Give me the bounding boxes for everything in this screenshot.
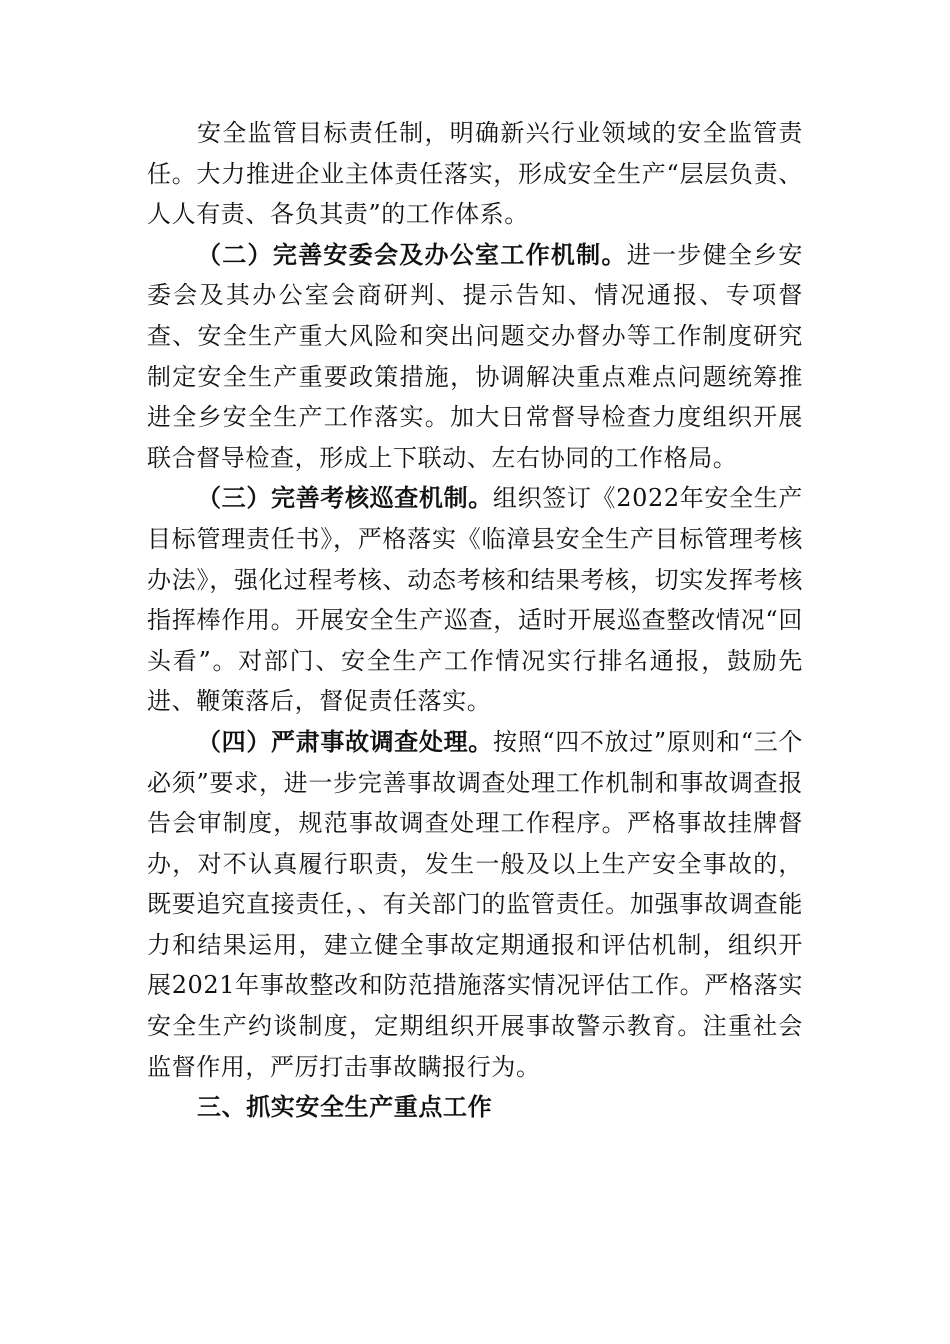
paragraph-section-2 <box>147 235 803 479</box>
document-body <box>147 113 803 1128</box>
paragraph-section-3 <box>147 478 803 722</box>
paragraph-lead: （三）完善考核巡查机制。 <box>197 483 493 513</box>
paragraph-section-4 <box>147 722 803 1087</box>
paragraph-text: 按照“四不放过”原则和“三个必须”要求，进一步完善事故调查处理工作机制和事故调查报告会审制度，规范事故调查处理工作程序。严格事故挂牌督办，对不认真履行职责，发生一般及以上生产安全事故的，既要追究直接责任，、有关部门的监管责任。加强事故调查能力和结果运用，建立健全事故定期通报和评估机制，组织开展2021年事故整改和防范措施落实情况评估工作。严格落实安全生产约谈制度，定期组织开展事故警示教育。注重社会监督作用，严厉打击事故瞒报行为。 <box>147 727 803 1081</box>
paragraph-text: 进一步健全乡安委会及其办公室会商研判、提示告知、情况通报、专项督查、安全生产重大风险和突出问题交办督办等工作制度研究制定安全生产重要政策措施，协调解决重点难点问题统筹推进全乡安全生产工作落实。加大日常督导检查力度组织开展联合督导检查，形成上下联动、左右协同的工作格局。 <box>147 240 804 472</box>
paragraph-lead: （四）严肃事故调查处理。 <box>197 726 493 756</box>
paragraph-continued <box>147 113 803 235</box>
paragraph-text: 安全监管目标责任制，明确新兴行业领域的安全监管责任。大力推进企业主体责任落实，形成安全生产“层层负责、人人有责、各负其责”的工作体系。 <box>147 119 803 229</box>
paragraph-text: 组织签订《2022年安全生产目标管理责任书》，严格落实《临漳县安全生产目标管理考核办法》，强化过程考核、动态考核和结果考核，切实发挥考核指挥棒作用。开展安全生产巡查，适时开展巡查整改情况“回头看”。对部门、安全生产工作情况实行排名通报，鼓励先进、鞭策落后，督促责任落实。 <box>147 484 803 716</box>
paragraph-lead: （二）完善安委会及办公室工作机制。 <box>197 239 627 269</box>
section-heading: 三、抓实安全生产重点工作 <box>197 1093 493 1122</box>
